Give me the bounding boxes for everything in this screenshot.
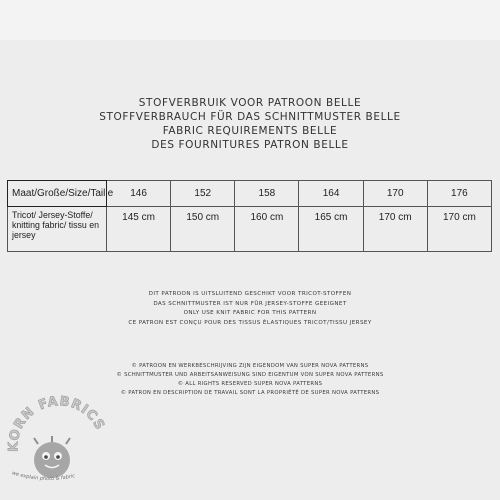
title-block [0, 96, 500, 152]
logo-wordmark: KORN FABRICS [6, 394, 108, 453]
note-line: ONLY USE KNIT FABRIC FOR THIS PATTERN [183, 310, 317, 316]
fabric-requirements-table [7, 180, 492, 252]
note-line: DIT PATROON IS UITSLUITEND GESCHIKT VOOR TRICOT-STOFFEN [148, 291, 352, 297]
title-french: DES FOURNITURES PATRON BELLE [151, 139, 349, 151]
size-cell: 158 [235, 181, 299, 207]
copyright-line: © PATROON EN WERKBESCHRIJVING ZIJN EIGENDOM VAN SUPER NOVA PATTERNS [131, 363, 369, 369]
table-row [8, 207, 492, 252]
fabric-type-label: Tricot/ Jersey-Stoffe/ knitting fabric/ tissu en jersey [8, 207, 107, 252]
title-english: FABRIC REQUIREMENTS BELLE [162, 125, 338, 137]
fabric-notes [0, 290, 500, 328]
korn-fabrics-watermark-logo [0, 392, 118, 492]
title-german: STOFFVERBRAUCH FÜR DAS SCHNITTMUSTER BELLE [99, 111, 401, 123]
size-header-label: Maat/Große/Size/Taille [8, 181, 107, 207]
copyright-line: © ALL RIGHTS RESERVED SUPER NOVA PATTERNS [177, 381, 323, 387]
mascot-icon [34, 436, 70, 478]
fabric-length-cell: 160 cm [235, 207, 299, 252]
size-cell: 146 [107, 181, 171, 207]
title-dutch: STOFVERBRUIK VOOR PATROON BELLE [138, 97, 362, 109]
note-line: DAS SCHNITTMUSTER IST NUR FÜR JERSEY-STOFFE GEEIGNET [153, 300, 347, 307]
size-cell: 152 [171, 181, 235, 207]
copyright-line: © PATRON EN DESCRIPTION DE TRAVAIL SONT LA PROPRIÉTÉ DE SUPER NOVA PATTERNS [120, 390, 380, 396]
fabric-length-cell: 145 cm [107, 207, 171, 252]
size-cell: 176 [427, 181, 491, 207]
table-header-row [8, 181, 492, 207]
top-band [0, 0, 500, 40]
size-cell: 164 [299, 181, 363, 207]
copyright-line: © SCHNITTMUSTER UND ARBEITSANWEISUNG SIND EIGENTUM VON SUPER NOVA PATTERNS [116, 372, 384, 378]
logo-slogan: we explain photo & fabric [11, 470, 76, 483]
fabric-length-cell: 150 cm [171, 207, 235, 252]
size-cell: 170 [363, 181, 427, 207]
fabric-length-cell: 170 cm [427, 207, 491, 252]
note-line: CE PATRON EST CONÇU POUR DES TISSUS ÉLASTIQUES TRICOT/TISSU JERSEY [128, 319, 372, 326]
fabric-length-cell: 165 cm [299, 207, 363, 252]
fabric-length-cell: 170 cm [363, 207, 427, 252]
